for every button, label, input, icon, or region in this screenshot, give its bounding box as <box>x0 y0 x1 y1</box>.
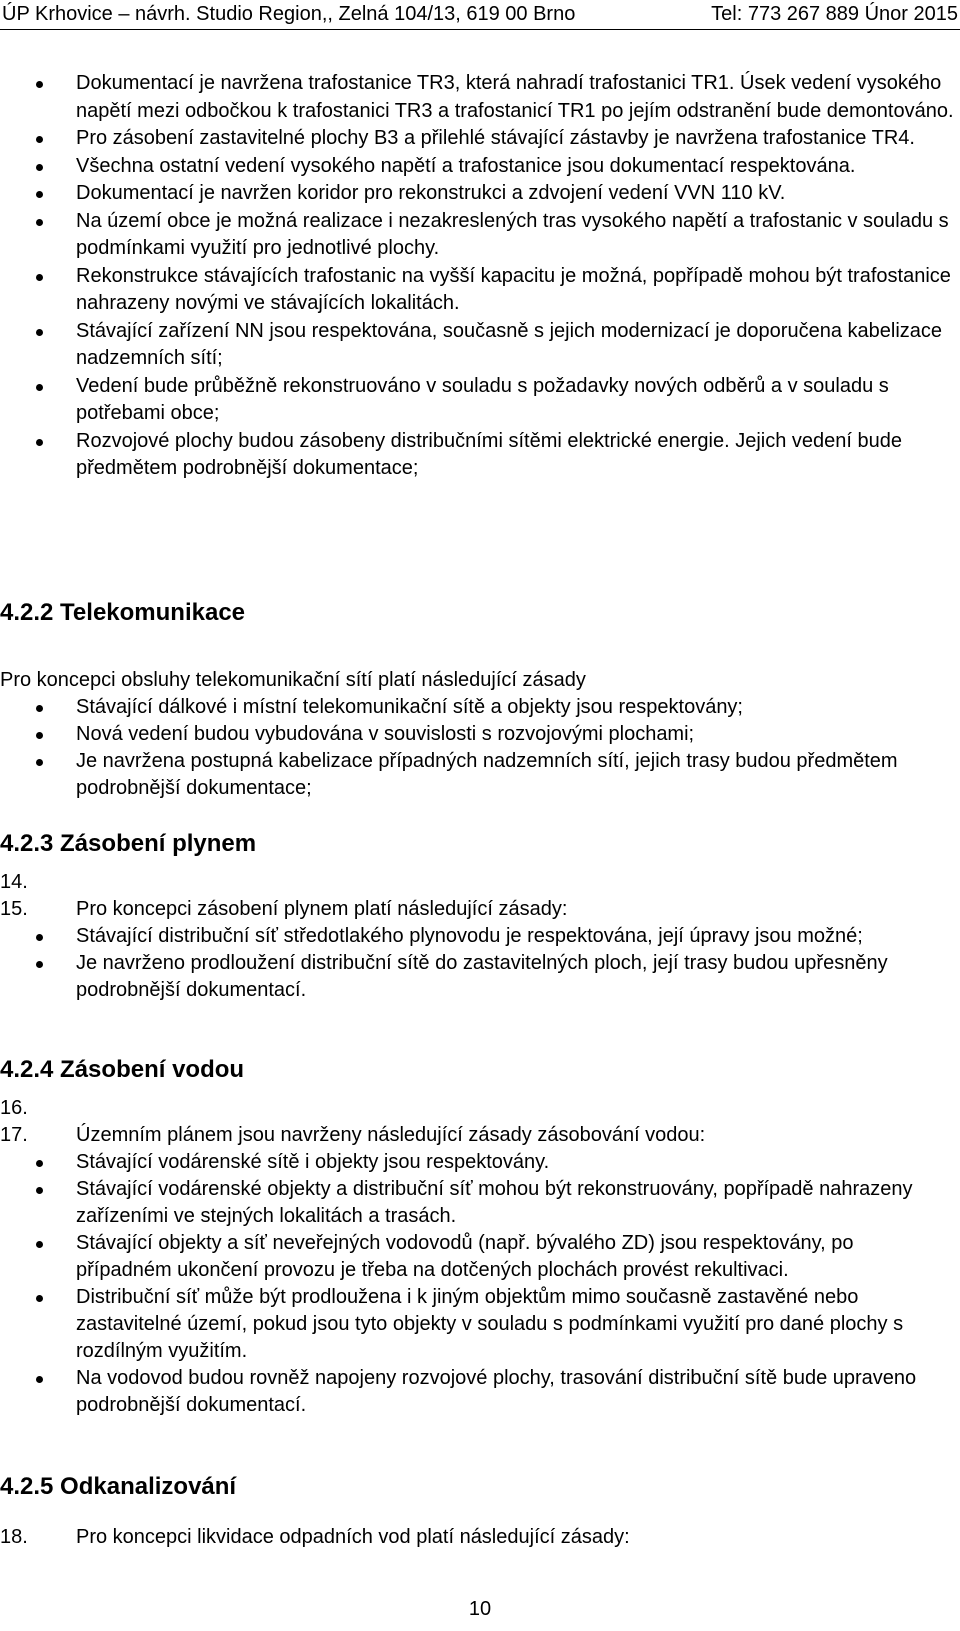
telecom-bullet-list <box>0 694 960 802</box>
header-right-text: Tel: 773 267 889 Únor 2015 <box>711 3 958 25</box>
telecom-section <box>0 694 960 802</box>
paragraph-number: 17. <box>0 1124 28 1146</box>
list-item: Rozvojové plochy budou zásobeny distribučními sítěmi elektrické energie. Jejich vedení bude předmětem podrobnější dokumentace; <box>0 428 960 483</box>
numbered-line-17 <box>0 1122 705 1149</box>
list-item: Na území obce je možná realizace i nezakreslených tras vysokého napětí a trafostanic v souladu s podmínkami využití pro jednotlivé plochy. <box>0 208 960 263</box>
list-item: Distribuční síť může být prodloužena i k jiným objektům mimo současně zastavěné nebo zastavitelné území, pokud jsou tyto objekty v souladu s podmínkami využití pro dané plochy s rozdílným využitím. <box>0 1284 960 1365</box>
section-heading-water: 4.2.4 Zásobení vodou <box>0 1056 245 1083</box>
list-item: Vedení bude průběžně rekonstruováno v souladu s požadavky nových odběrů a v souladu s potřebami obce; <box>0 373 960 428</box>
list-item: Stávající dálkové i místní telekomunikační sítě a objekty jsou respektovány; <box>0 694 960 721</box>
gas-section <box>0 923 960 1004</box>
list-item: Je navrženo prodloužení distribuční sítě do zastavitelných ploch, její trasy budou upřesněny podrobnější dokumentací. <box>0 950 960 1004</box>
list-item: Dokumentací je navržena trafostanice TR3, která nahradí trafostanici TR1. Úsek vedení vysokého napětí mezi odbočkou k trafostanici TR3 a trafostanicí TR1 po jejím odstranění bude demontováno. <box>0 70 960 125</box>
water-section <box>0 1149 960 1419</box>
sewer-intro: Pro koncepci likvidace odpadních vod platí následující zásady: <box>76 1526 630 1548</box>
numbered-line-14 <box>0 869 76 896</box>
list-item: Nová vedení budou vybudována v souvislosti s rozvojovými plochami; <box>0 721 960 748</box>
gas-bullet-list <box>0 923 960 1004</box>
header-divider <box>0 29 960 30</box>
header-left-text: ÚP Krhovice – návrh. Studio Region,, Zelná 104/13, 619 00 Brno <box>2 3 576 25</box>
list-item: Stávající vodárenské objekty a distribuční síť mohou být rekonstruovány, popřípadě nahrazeny zařízeními ve stejných lokalitách a trasách. <box>0 1176 960 1230</box>
list-item: Stávající vodárenské sítě i objekty jsou respektovány. <box>0 1149 960 1176</box>
section-heading-telecom: 4.2.2 Telekomunikace <box>0 599 246 626</box>
list-item: Stávající objekty a síť neveřejných vodovodů (např. bývalého ZD) jsou respektovány, po případném ukončení provozu je třeba na dotčených plochách provést rekultivaci. <box>0 1230 960 1284</box>
water-intro: Územním plánem jsou navrženy následující zásady zásobování vodou: <box>76 1124 706 1146</box>
list-item: Dokumentací je navržen koridor pro rekonstrukci a zdvojení vedení VVN 110 kV. <box>0 180 960 208</box>
section-heading-gas: 4.2.3 Zásobení plynem <box>0 830 257 857</box>
section-heading-sewer: 4.2.5 Odkanalizování <box>0 1473 237 1500</box>
list-item: Stávající distribuční síť středotlakého plynovodu je respektována, její úpravy jsou možné; <box>0 923 960 950</box>
numbered-line-16 <box>0 1095 76 1122</box>
page-header <box>0 0 960 30</box>
paragraph-number: 16. <box>0 1097 28 1119</box>
paragraph-number: 14. <box>0 871 28 893</box>
paragraph-number: 15. <box>0 898 28 920</box>
energy-bullet-list <box>0 70 960 483</box>
list-item: Rekonstrukce stávajících trafostanic na vyšší kapacitu je možná, popřípadě mohou být trafostanice nahrazeny novými ve stávajících lokalitách. <box>0 263 960 318</box>
telecom-intro: Pro koncepci obsluhy telekomunikační sítí platí následující zásady <box>0 669 586 691</box>
page-number: 10 <box>468 1598 492 1620</box>
paragraph-number: 18. <box>0 1526 28 1548</box>
list-item: Na vodovod budou rovněž napojeny rozvojové plochy, trasování distribuční sítě bude upraveno podrobnější dokumentací. <box>0 1365 960 1419</box>
list-item: Je navržena postupná kabelizace případných nadzemních sítí, jejich trasy budou předmětem podrobnější dokumentace; <box>0 748 960 802</box>
list-item: Pro zásobení zastavitelné plochy B3 a přilehlé stávající zástavby je navržena trafostanice TR4. <box>0 125 960 153</box>
energy-section <box>0 70 960 483</box>
water-bullet-list <box>0 1149 960 1419</box>
list-item: Všechna ostatní vedení vysokého napětí a trafostanice jsou dokumentací respektována. <box>0 153 960 181</box>
numbered-line-18 <box>0 1524 630 1551</box>
list-item: Stávající zařízení NN jsou respektována, současně s jejich modernizací je doporučena kabelizace nadzemních sítí; <box>0 318 960 373</box>
gas-intro: Pro koncepci zásobení plynem platí následující zásady: <box>76 898 568 920</box>
numbered-line-15 <box>0 896 567 923</box>
